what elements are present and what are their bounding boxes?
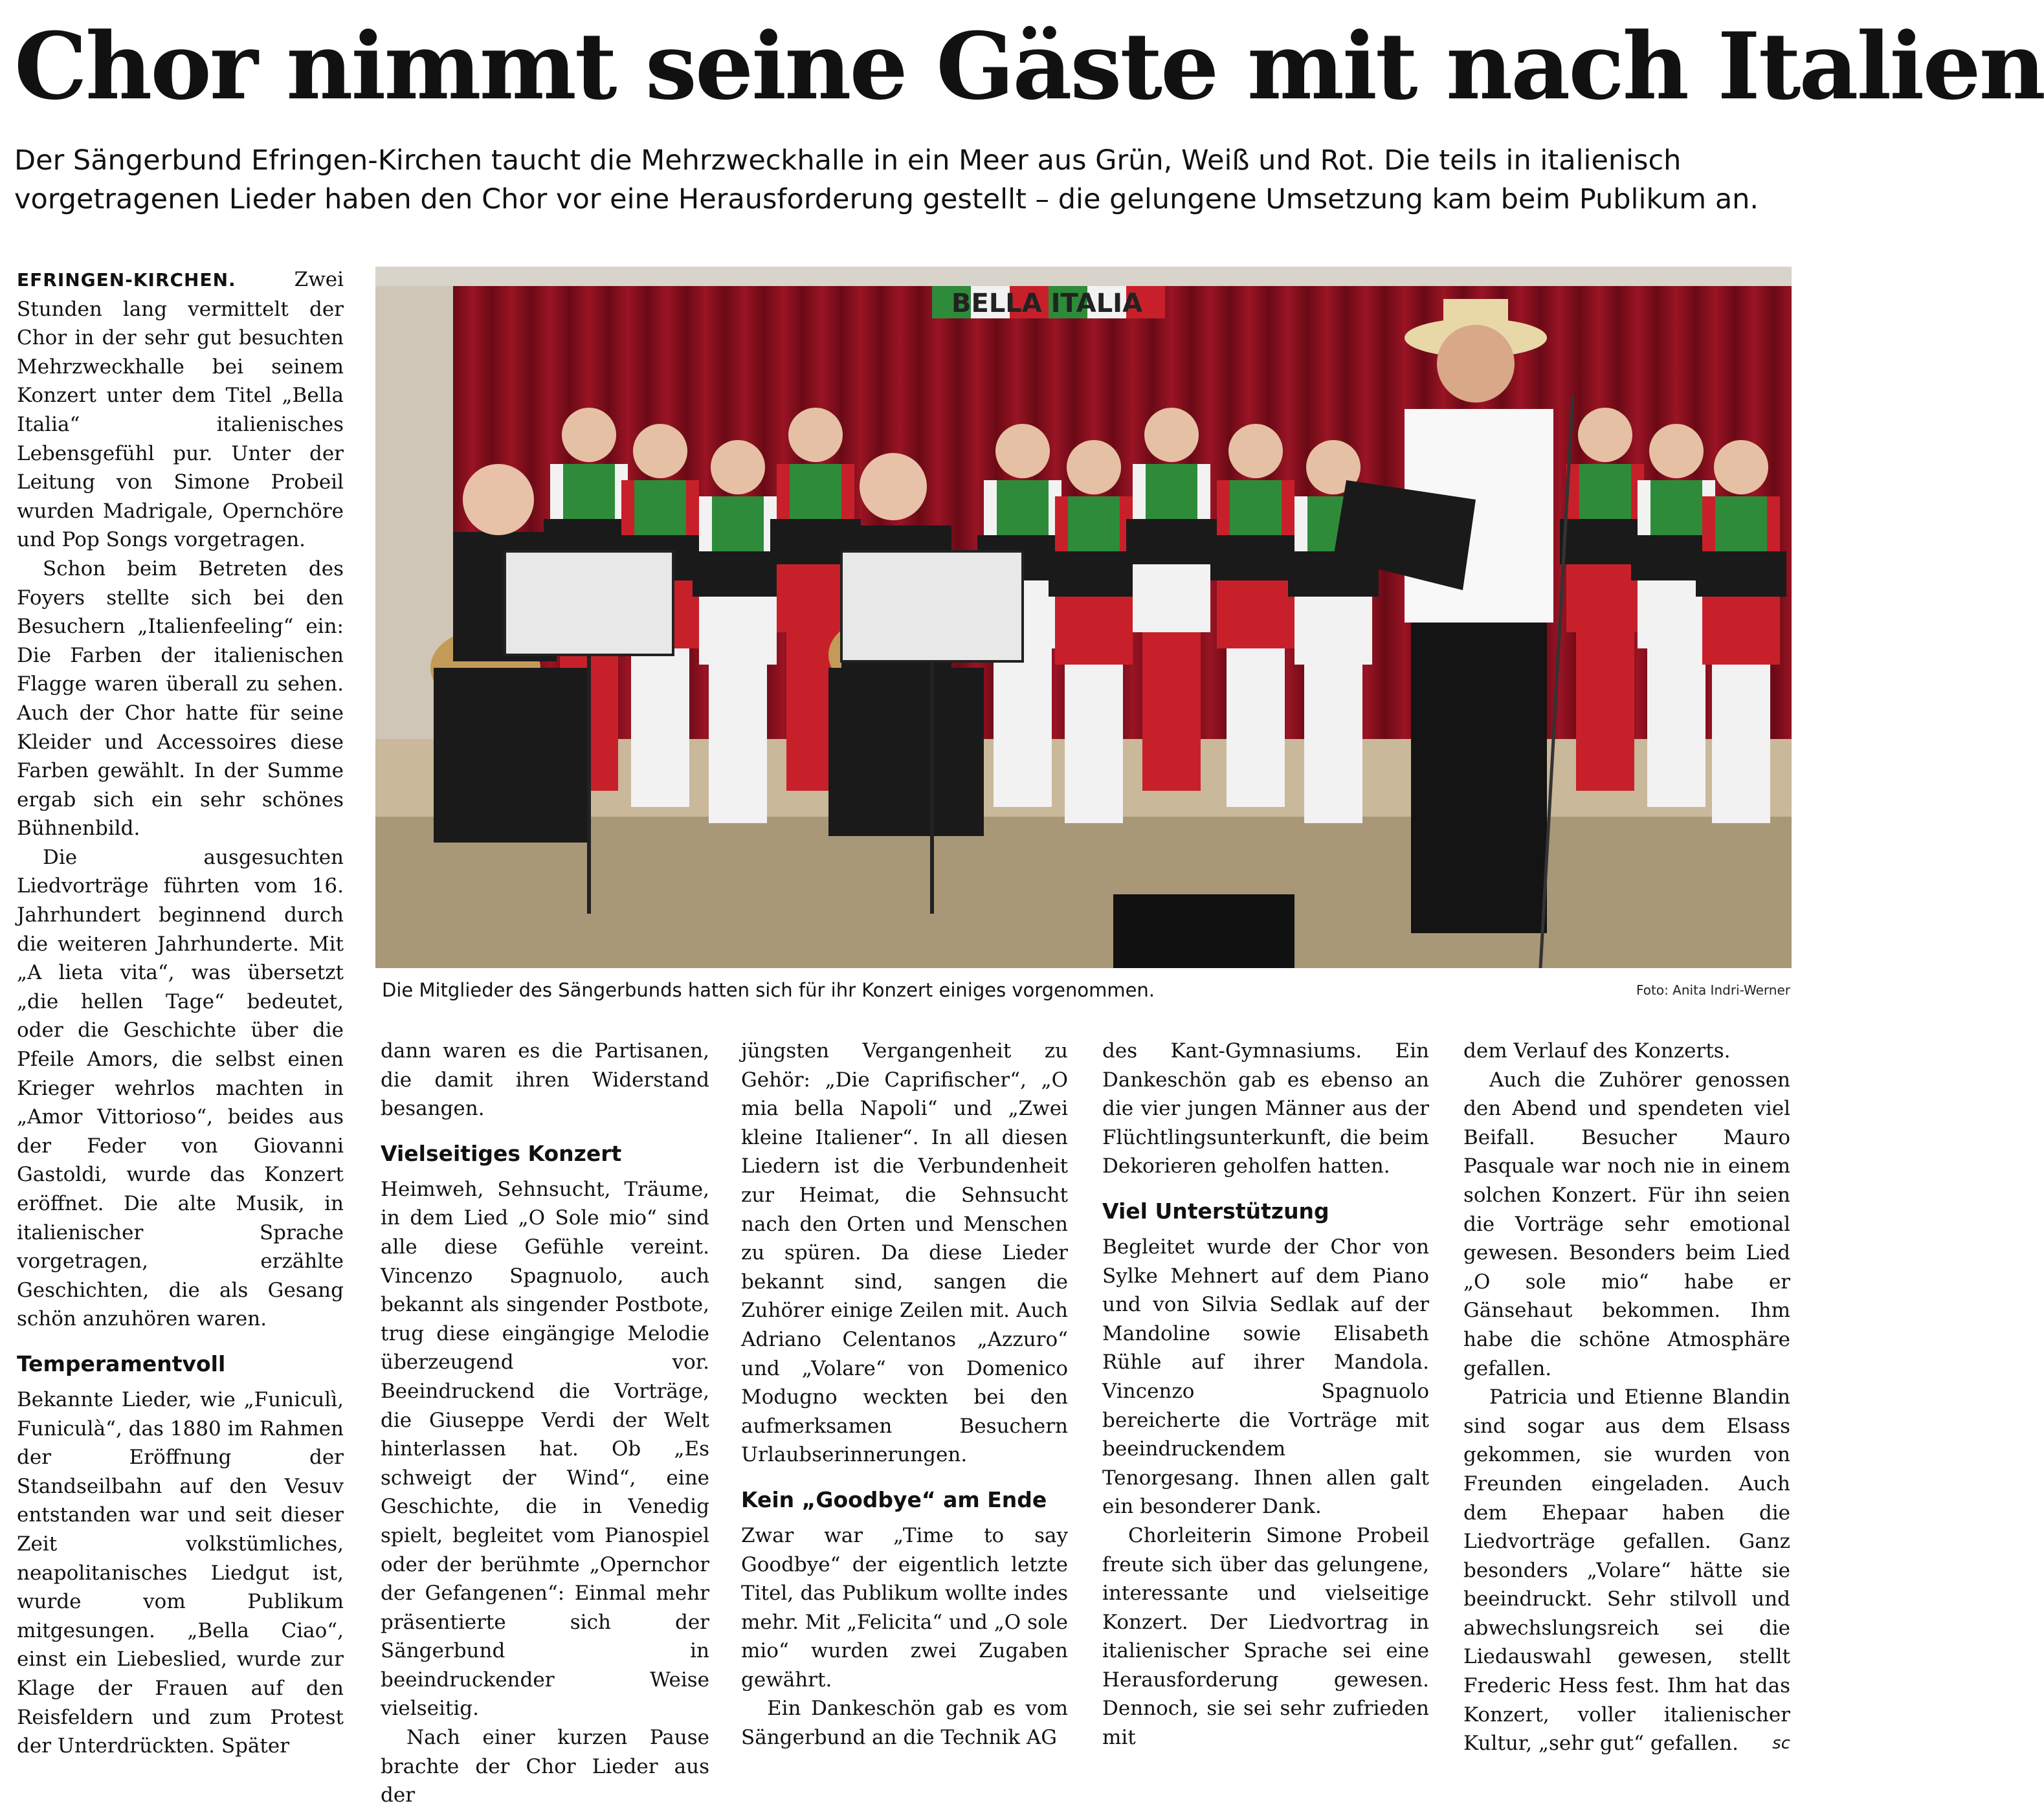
- singer-head: [1144, 408, 1199, 462]
- singer-scarf: [997, 480, 1049, 538]
- section-heading: Vielseitiges Konzert: [381, 1140, 622, 1166]
- headline: Chor nimmt seine Gäste mit nach Italien: [14, 13, 2044, 120]
- paragraph: Ein Dankeschön gab es vom Sängerbund an die Technik AG: [741, 1697, 1068, 1750]
- singer-scarf: [634, 480, 686, 538]
- singer-head: [1649, 424, 1704, 478]
- singer-scarf: [712, 496, 764, 555]
- singer-scarf: [790, 464, 841, 522]
- paragraph: Bekannte Lieder, wie „Funiculì, Funiculà“, das 1880 im Rahmen der Eröffnung der Standseilbahn auf den Vesuv entstanden war und seit dieser Zeit volkstümliches, neapolitanisches Liedgut ist, wurde vom Publikum mitgesungen. „Bella Ciao“, einst ein Liebeslied, wurde zur Klage der Frauen auf den Reisfeldern und zum Protest der Unterdrückten. Später: [17, 1387, 344, 1758]
- singer-legs: [1712, 661, 1770, 823]
- singer-head: [1578, 408, 1632, 462]
- section-heading: Kein „Goodbye“ am Ende: [741, 1486, 1047, 1512]
- singer-legs: [1647, 645, 1705, 807]
- singer-legs: [1065, 661, 1123, 823]
- singer-scarf: [1068, 496, 1120, 555]
- choir-singers: [544, 408, 1786, 823]
- singer-legs: [1304, 661, 1362, 823]
- singer-head: [711, 440, 765, 494]
- column-3: [741, 1037, 1068, 1752]
- singer-head: [995, 424, 1050, 478]
- singer-scarf: [1715, 496, 1767, 555]
- stage-monitor: [1113, 894, 1294, 968]
- column-1: [17, 265, 344, 1761]
- singer-legs: [1142, 629, 1201, 791]
- music-folder: [1210, 535, 1301, 580]
- singer-head: [633, 424, 687, 478]
- music-folder: [1696, 551, 1786, 597]
- paragraph: [1463, 1383, 1790, 1758]
- author-signature: sc: [1772, 1734, 1790, 1754]
- banner-text: BELLA ITALIA: [951, 289, 1143, 318]
- singer-head: [1228, 424, 1283, 478]
- concert-photo: [375, 267, 1792, 968]
- paragraph: Heimweh, Sehnsucht, Träume, in dem Lied „O Sole mio“ sind alle diese Gefühle vereint. Vincenzo Spagnuolo, auch bekannt als singender Postbote, trug diese eingängige Melodie überzeugend vor. Beeindruckend die Vorträge, die Giuseppe Verdi der Welt hinterlassen hat. Ob „Es schweigt der Wind“, eine Geschichte, die in Venedig spielt, begleitet vom Pianospiel oder der berühmte „Opernchor der Gefangenen“: Einmal mehr präsentierte sich der Sängerbund in beeindruckender Weise vielseitig.: [381, 1177, 709, 1721]
- singer-scarf: [1230, 480, 1282, 538]
- photo-credit: Foto: Anita Indri-Werner: [1636, 982, 1790, 998]
- singer-legs: [1576, 629, 1634, 791]
- paragraph-text: Patricia und Etienne Blandin sind sogar aus dem Elsass gekommen, sie wurden von Freunden eingeladen. Auch dem Ehepaar haben die Liedvorträge gefallen. Ganz besonders „Volare“ hätte sie beeindruckt. Sehr stilvoll und abwechslungsreich sei die Liedauswahl gewesen, stellt Frederic Hess fest. Ihm hat das Konzert, voller italienischer Kultur, „sehr gut“ gefallen.: [1463, 1385, 1790, 1756]
- singer-legs: [994, 645, 1052, 807]
- music-folder: [1126, 519, 1217, 564]
- singer-legs: [1227, 645, 1285, 807]
- singer-scarf: [563, 464, 615, 522]
- singer-head: [788, 408, 843, 462]
- music-folder: [1049, 551, 1139, 597]
- column-5: [1463, 1037, 1790, 1758]
- singer-head: [562, 408, 616, 462]
- singer-legs: [631, 645, 689, 807]
- paragraph: Nach einer kurzen Pause brachte der Chor Lieder aus der: [381, 1726, 709, 1807]
- paragraph: Die ausgesuchten Liedvorträge führten vom 16. Jahrhundert beginnend durch die weiteren Jahrhunderte. Mit „A lieta vita“, was übersetzt „die hellen Tage“ bedeutet, oder die Geschichte über die Pfeile Amors, die selbst einen Krieger wehrlos machten in „Amor Vittorioso“, beides aus der Feder von Giovanni Gastoldi, wurde das Konzert eröffnet. Die alte Musik, in italienischer Sprache vorgetragen, erzählte Geschichten, die als Gesang schön anzuhören waren.: [17, 845, 344, 1331]
- photo-caption: Die Mitglieder des Sängerbunds hatten sich für ihr Konzert einiges vorgenommen.: [382, 979, 1155, 1001]
- singer-head: [1067, 440, 1121, 494]
- section-heading: Temperamentvoll: [17, 1351, 226, 1376]
- paragraph: dann waren es die Partisanen, die damit ihren Widerstand besangen.: [381, 1039, 709, 1121]
- flag-banner: [932, 286, 1165, 318]
- paragraph: dem Verlauf des Konzerts.: [1463, 1039, 1731, 1063]
- paragraph: Chorleiterin Simone Probeil freute sich über das gelungene, interessante und vielseitige Konzert. Der Liedvortrag in italienischer Sprache sei eine Herausforderung gewesen. Dennoch, sie sei sehr zufrieden mit: [1102, 1523, 1429, 1750]
- subheadline: Der Sängerbund Efringen-Kirchen taucht die Mehrzweckhalle in ein Meer aus Grün, Weiß und Rot. Die teils in italienisch vorgetragenen Lieder haben den Chor vor eine Herausforderung gestellt – die gelungene Umsetzung kam beim Publikum an.: [14, 144, 1759, 215]
- singer-scarf: [1146, 464, 1197, 522]
- singer-head: [1714, 440, 1768, 494]
- paragraph: Zwar war „Time to say Goodbye“ der eigentlich letzte Titel, das Publikum wollte indes mehr. Mit „Felicita“ und „O sole mio“ wurden zwei Zugaben gewährt.: [741, 1523, 1068, 1692]
- paragraph: Schon beim Betreten des Foyers stellte sich bei den Besuchern „Italienfeeling“ ein: Die Farben der italienischen Flagge waren überall zu sehen. Auch der Chor hatte für seine Kleider und Accessoires diese Farben gewählt. In der Summe ergab sich ein sehr schönes Bühnenbild.: [17, 557, 344, 841]
- paragraph: des Kant-Gymnasiums. Ein Dankeschön gab es ebenso an die vier jungen Männer aus der Flüchtlingsunterkunft, die beim Dekorieren geholfen hatten.: [1102, 1039, 1429, 1178]
- paragraph: Begleitet wurde der Chor von Sylke Mehnert auf dem Piano und von Silvia Sedlak auf der Mandoline sowie Elisabeth Rühle auf ihrer Mandola. Vincenzo Spagnuolo bereicherte die Vorträge mit beeindruckendem Tenorgesang. Ihnen allen galt ein besonderer Dank.: [1102, 1235, 1429, 1519]
- singer-scarf: [1650, 480, 1702, 538]
- music-folder: [693, 551, 783, 597]
- paragraph-text: Zwei Stunden lang vermittelt der Chor in der sehr gut besuchten Mehrzweckhalle bei seinem Konzert unter dem Titel „Bella Italia“ italienisches Lebensgefühl pur. Unter der Leitung von Simone Probeil wurden Madrigale, Opernchöre und Pop Songs vorgetragen.: [17, 268, 344, 552]
- paragraph: Auch die Zuhörer genossen den Abend und spendeten viel Beifall. Besucher Mauro Pasquale war noch nie in einem solchen Konzert. Für ihn seien die Vorträge sehr emotional gewesen. Besonders beim Lied „O sole mio“ habe er Gänsehaut bekommen. Ihm habe die schöne Atmosphäre gefallen.: [1463, 1068, 1790, 1380]
- column-2: [381, 1037, 709, 1810]
- section-heading: Viel Unterstützung: [1102, 1198, 1329, 1224]
- paragraph: jüngsten Vergangenheit zu Gehör: „Die Caprifischer“, „O mia bella Napoli“ und „Zwei kleine Italiener“. In all diesen Liedern ist die Verbundenheit zur Heimat, die Sehnsucht nach den Orten und Menschen zu spüren. Da diese Lieder bekannt sind, sangen die Zuhörer einige Zeilen mit. Auch Adriano Celentanos „Azzuro“ und „Volare“ von Domenico Modugno weckten bei den aufmerksamen Besuchern Urlaubserinnerungen.: [741, 1039, 1068, 1467]
- concert-photo-illustration: [375, 267, 1792, 968]
- dateline: EFRINGEN-KIRCHEN.: [17, 269, 236, 291]
- singer-legs: [709, 661, 767, 823]
- paragraph: [17, 265, 344, 555]
- singer-scarf: [1579, 464, 1631, 522]
- column-4: [1102, 1037, 1429, 1752]
